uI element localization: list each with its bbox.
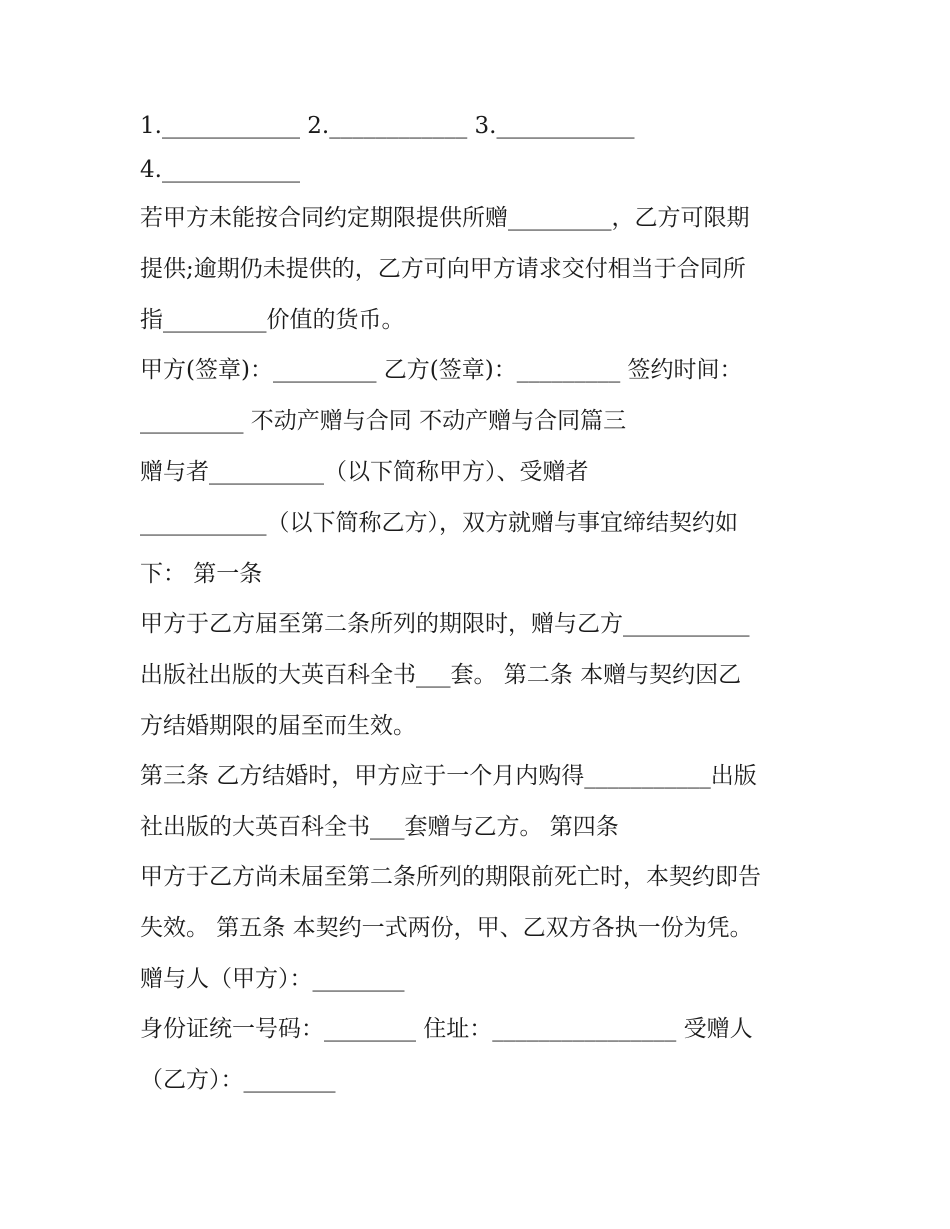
text-line: 第三条 乙方结婚时，甲方应于一个月内购得___________出版 [140, 763, 757, 789]
text-line: 甲方(签章)：_________ 乙方(签章)：_________ 签约时间： [140, 357, 743, 383]
text-line: _________ 不动产赠与合同 不动产赠与合同篇三 [140, 408, 627, 434]
text-line: 甲方于乙方届至第二条所列的期限时，赠与乙方___________ [140, 611, 750, 637]
text-line: 下： 第一条 [140, 561, 263, 587]
text-line: 若甲方未能按合同约定期限提供所赠_________，乙方可限期 [140, 205, 750, 231]
text-line: 4.____________ [140, 157, 300, 183]
text-line: 赠与人（甲方）：________ [140, 966, 405, 992]
text-line: （乙方）：________ [140, 1067, 336, 1093]
text-line: 甲方于乙方尚未届至第二条所列的期限前死亡时，本契约即告 [140, 864, 761, 890]
text-line: 指_________价值的货币。 [140, 307, 405, 333]
text-line: 赠与者__________（以下简称甲方）、受赠者 [140, 459, 589, 485]
text-line: ___________（以下简称乙方），双方就赠与事宜缔结契约如 [140, 510, 738, 536]
text-line: 社出版的大英百科全书___套赠与乙方。 第四条 [140, 814, 619, 840]
text-line: 失效。 第五条 本契约一式两份，甲、乙双方各执一份为凭。 [140, 915, 753, 941]
text-line: 身份证统一号码：________ 住址：________________ 受赠人 [140, 1016, 753, 1042]
text-line: 方结婚期限的届至而生效。 [140, 713, 416, 739]
text-line: 出版社出版的大英百科全书___套。 第二条 本赠与契约因乙 [140, 662, 742, 688]
text-line: 提供;逾期仍未提供的，乙方可向甲方请求交付相当于合同所 [140, 256, 746, 282]
text-line: 1.____________ 2.____________ 3.____________ [140, 113, 635, 139]
